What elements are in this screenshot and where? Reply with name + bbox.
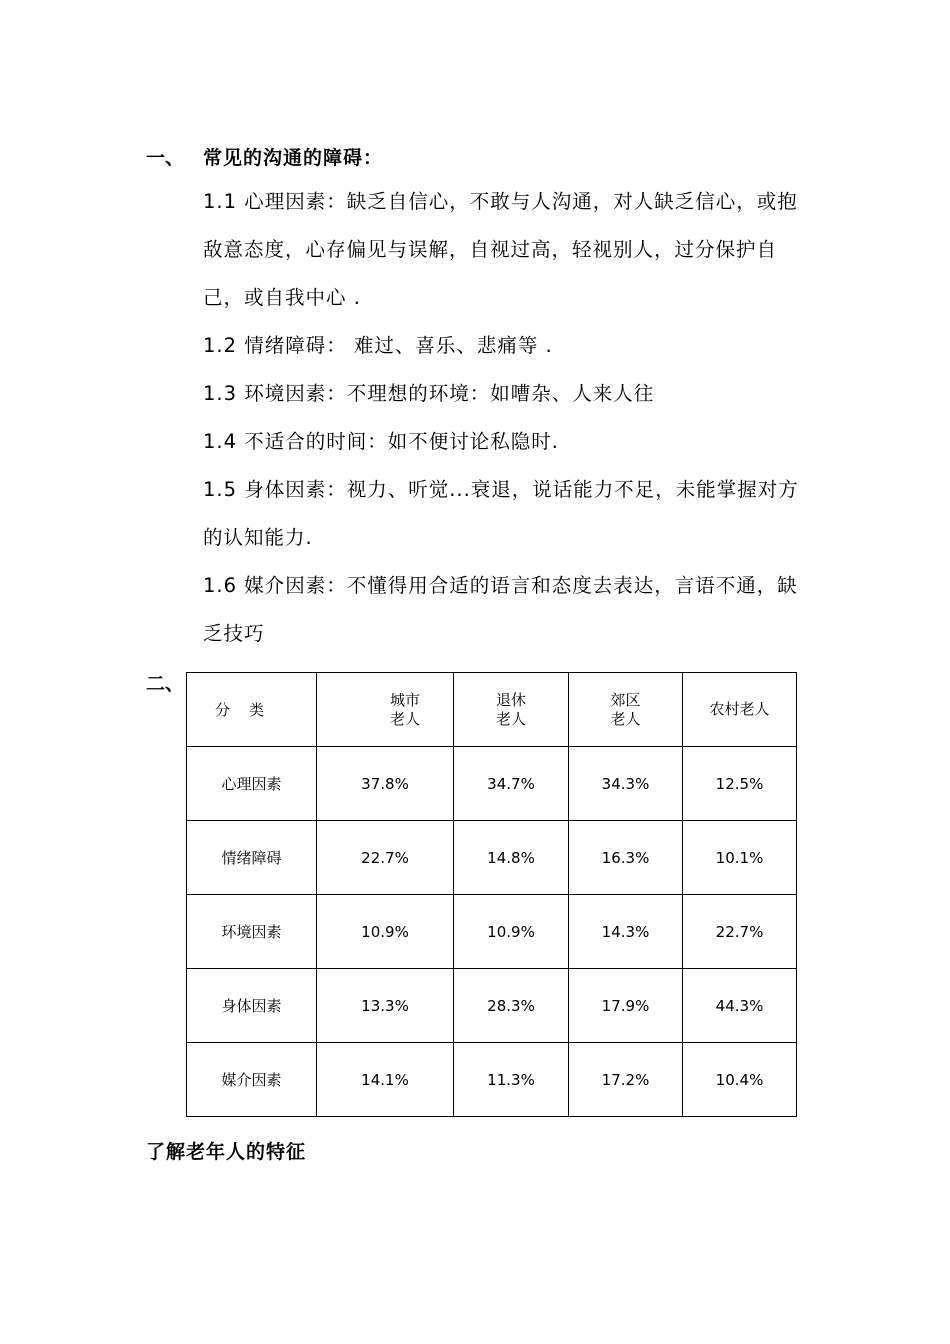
cell-city: 14.1%	[317, 1043, 454, 1117]
cell-city: 22.7%	[317, 821, 454, 895]
header-city-line2: 老人	[389, 709, 420, 728]
cell-rural: 22.7%	[683, 895, 797, 969]
row-factor: 情绪障碍	[187, 821, 317, 895]
cell-suburb: 14.3%	[569, 895, 683, 969]
cell-retired: 11.3%	[454, 1043, 569, 1117]
item-1-4: 1.4 不适合的时间：如不便讨论私隐时.	[203, 430, 559, 453]
row-factor: 媒介因素	[187, 1043, 317, 1117]
cell-rural: 44.3%	[683, 969, 797, 1043]
row-factor: 心理因素	[187, 747, 317, 821]
item-1-3: 1.3 环境因素：不理想的环境：如嘈杂、人来人往	[203, 382, 655, 405]
section-2-number: 二、	[146, 673, 185, 695]
table-row	[187, 747, 797, 821]
row-factor: 环境因素	[187, 895, 317, 969]
cell-rural: 12.5%	[683, 747, 797, 821]
header-city	[317, 673, 454, 747]
table-row	[187, 821, 797, 895]
header-suburb	[569, 673, 683, 747]
table-row	[187, 969, 797, 1043]
cell-city: 10.9%	[317, 895, 454, 969]
factors-table	[186, 672, 797, 1117]
table-row	[187, 895, 797, 969]
header-suburb-line1: 郊区	[610, 690, 641, 709]
cell-retired: 28.3%	[454, 969, 569, 1043]
cell-suburb: 34.3%	[569, 747, 683, 821]
header-retired	[454, 673, 569, 747]
item-1-6: 1.6 媒介因素：不懂得用合适的语言和态度去表达，言语不通，缺乏技巧	[203, 574, 798, 645]
footer-title: 了解老年人的特征	[146, 1141, 307, 1163]
cell-retired: 34.7%	[454, 747, 569, 821]
header-suburb-line2: 老人	[610, 709, 641, 728]
header-category: 分 类	[187, 673, 317, 747]
header-retired-line1: 退休	[495, 690, 526, 709]
cell-suburb: 16.3%	[569, 821, 683, 895]
header-city-line1: 城市	[389, 690, 420, 709]
cell-suburb: 17.9%	[569, 969, 683, 1043]
cell-suburb: 17.2%	[569, 1043, 683, 1117]
item-1-2: 1.2 情绪障碍： 难过、喜乐、悲痛等 .	[203, 334, 553, 357]
item-1-5: 1.5 身体因素：视力、听觉...衰退，说话能力不足，未能掌握对方的认知能力.	[203, 478, 799, 549]
cell-city: 37.8%	[317, 747, 454, 821]
section-1-title: 常见的沟通的障碍：	[203, 147, 384, 169]
row-factor: 身体因素	[187, 969, 317, 1043]
item-1-1: 1.1 心理因素：缺乏自信心，不敢与人沟通，对人缺乏信心，或抱敌意态度，心存偏见与误解，自视过高，轻视别人，过分保护自己，或自我中心 .	[203, 190, 798, 309]
cell-city: 13.3%	[317, 969, 454, 1043]
cell-retired: 10.9%	[454, 895, 569, 969]
cell-rural: 10.1%	[683, 821, 797, 895]
header-retired-line2: 老人	[495, 709, 526, 728]
table-header-row	[187, 673, 797, 747]
cell-rural: 10.4%	[683, 1043, 797, 1117]
table-row	[187, 1043, 797, 1117]
cell-retired: 14.8%	[454, 821, 569, 895]
header-rural: 农村老人	[683, 673, 797, 747]
section-1-number: 一、	[146, 147, 185, 169]
